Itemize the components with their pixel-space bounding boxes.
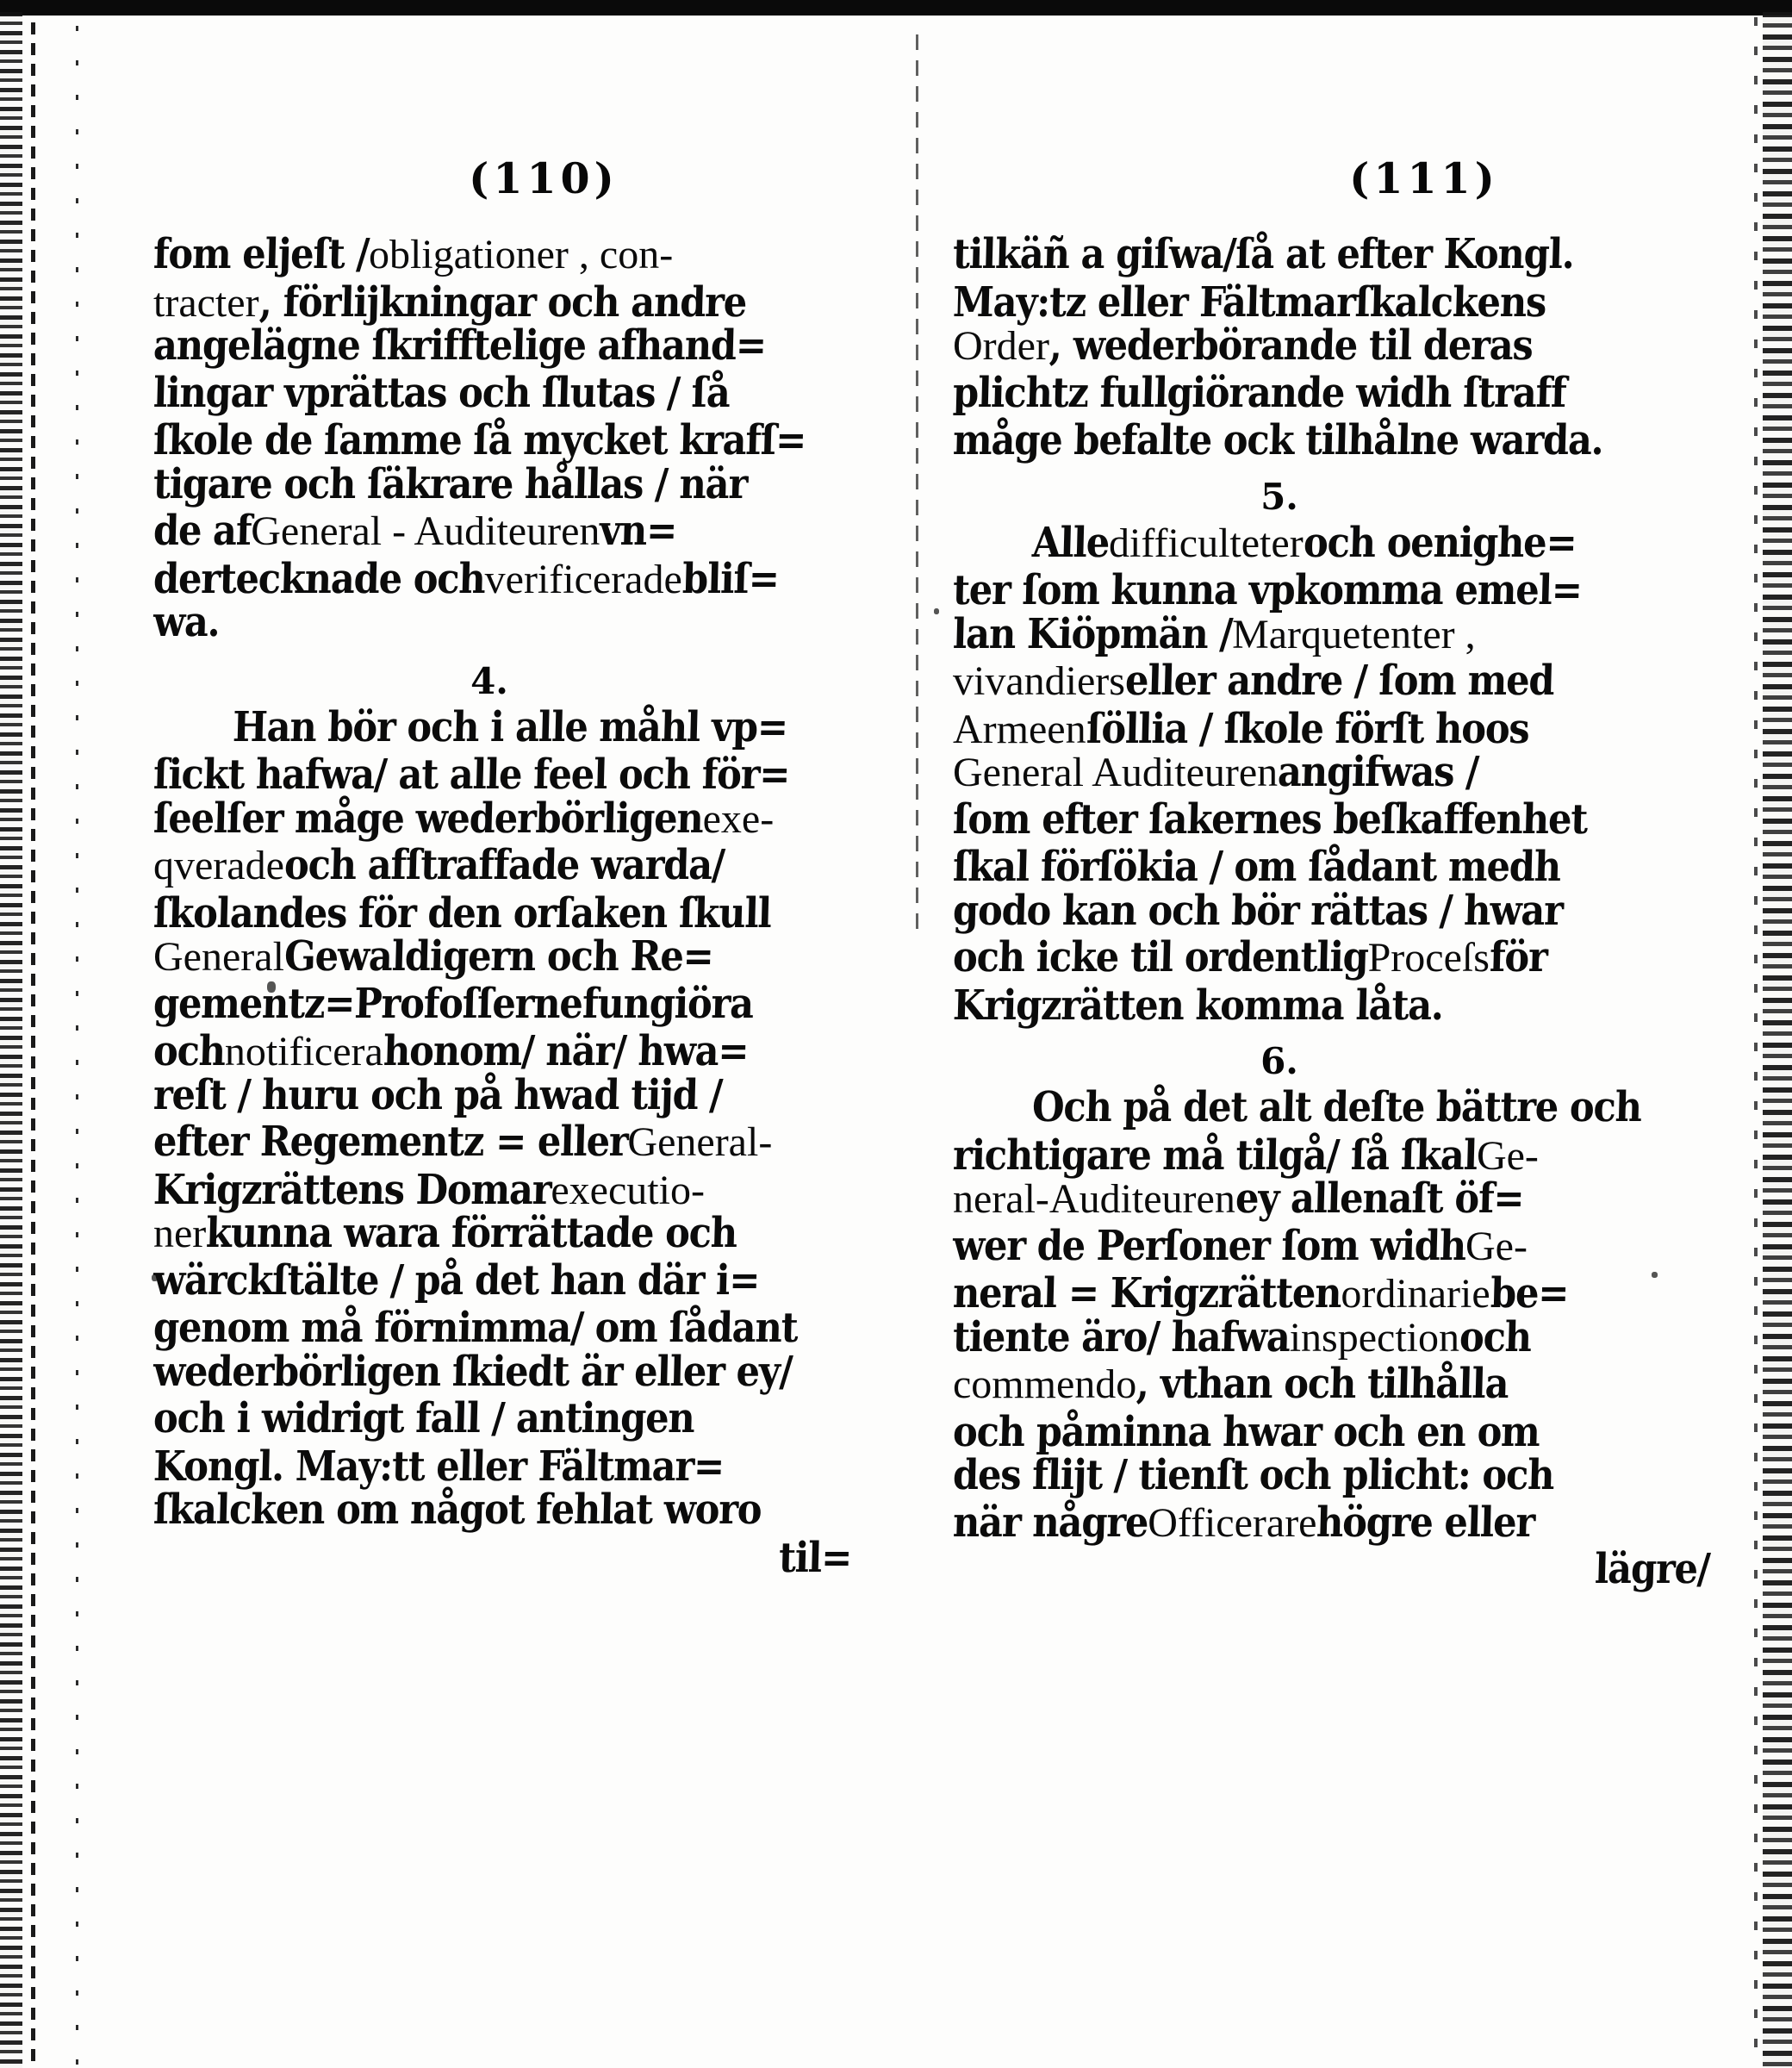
fraktur-word: reſt / huru och på hwad tijd / xyxy=(152,1070,723,1119)
roman-word: commendo xyxy=(953,1361,1137,1408)
fraktur-word: Krigzrätten komma låta. xyxy=(952,981,1444,1030)
text-line xyxy=(153,981,851,1028)
section-number: 6. xyxy=(1260,1040,1298,1083)
catchword xyxy=(153,1535,851,1582)
text-line xyxy=(953,983,1709,1030)
text-line xyxy=(953,1176,1709,1223)
text-line xyxy=(952,368,1709,417)
text-line xyxy=(953,658,1709,705)
section-number: 5. xyxy=(1260,475,1298,518)
roman-word: , xyxy=(568,232,600,277)
fraktur-word: Och på det alt deſte bättre och xyxy=(1031,1083,1642,1132)
fraktur-word: och xyxy=(1459,1312,1532,1361)
fraktur-word: och påminna hwar och en om xyxy=(952,1407,1540,1456)
text-line xyxy=(953,1500,1709,1547)
roman-word: executio- xyxy=(551,1167,705,1213)
text-line xyxy=(953,1133,1709,1180)
text-line xyxy=(952,1221,1709,1270)
roman-word: General - Auditeuren xyxy=(251,508,600,555)
right-page-body xyxy=(952,230,1710,1594)
text-line xyxy=(953,704,1709,753)
fraktur-word: när någre xyxy=(952,1498,1148,1547)
text-line xyxy=(153,1396,851,1442)
roman-word: ner xyxy=(153,1211,207,1257)
fraktur-word: ſöllia / ſkole förſt hoos xyxy=(1085,704,1529,753)
text-line xyxy=(953,520,1709,567)
roman-word: Order xyxy=(953,323,1049,370)
fraktur-word: de af xyxy=(152,507,252,556)
text-line xyxy=(952,277,1709,327)
fraktur-word: godo kan och bör rättas / hwar xyxy=(952,886,1564,935)
text-line xyxy=(153,1487,851,1534)
fraktur-word: , wederbörande til deras xyxy=(1048,321,1534,371)
roman-word: General xyxy=(153,934,284,981)
text-line xyxy=(953,568,1709,614)
roman-word: inspection xyxy=(1289,1314,1460,1361)
fraktur-word: måge befalte ock tilhålne warda. xyxy=(952,416,1604,465)
roman-word: con- xyxy=(599,232,674,277)
fraktur-word: vn= xyxy=(599,507,678,556)
text-line xyxy=(153,232,851,278)
text-line xyxy=(153,600,851,646)
text-line xyxy=(153,796,851,843)
fraktur-word: ſom efter ſakernes beſkaffenhet xyxy=(952,794,1588,844)
text-line xyxy=(153,934,851,981)
fraktur-word: tigare och ſäkrare hållas / när xyxy=(152,459,748,508)
folio-right: (111) xyxy=(1349,153,1499,203)
text-line xyxy=(153,1119,851,1166)
text-line xyxy=(153,702,851,751)
fraktur-word: , vthan och tilhålla xyxy=(1136,1360,1509,1409)
fraktur-word: richtigare må tilgå/ ſå ſkal xyxy=(952,1131,1478,1180)
text-line xyxy=(952,1312,1709,1361)
fraktur-word: neral = Krigzrätten xyxy=(952,1269,1342,1318)
fraktur-word: wer de Perſoner ſom widh xyxy=(952,1221,1466,1270)
fraktur-word: ſkole de ſamme ſå mycket krafſ= xyxy=(152,416,806,465)
text-line xyxy=(153,843,851,889)
roman-word: Proceſs xyxy=(1367,935,1490,981)
text-line xyxy=(153,277,851,327)
roman-word: ordinarie xyxy=(1341,1271,1490,1317)
roman-word: exe- xyxy=(702,795,775,842)
folio-left: (110) xyxy=(469,153,619,203)
fraktur-word: des flijt / tienſt och plicht: och xyxy=(952,1451,1555,1500)
fraktur-word: fom eljeſt / xyxy=(152,230,370,278)
fraktur-word: ſickt hafwa/ at alle feel och för= xyxy=(152,751,791,800)
text-line xyxy=(153,1444,851,1491)
roman-word: Ge- xyxy=(1476,1132,1539,1179)
fraktur-word: och oenighe= xyxy=(1302,518,1577,567)
fraktur-word: kunna wara förrättade och xyxy=(205,1209,738,1258)
text-line xyxy=(153,752,851,799)
fraktur-word: fungiöra xyxy=(582,979,754,1028)
fraktur-word: angifwas / xyxy=(1277,748,1479,797)
fraktur-word: be= xyxy=(1489,1269,1569,1318)
fraktur-word: efter Regementz = eller xyxy=(152,1118,629,1167)
fraktur-word: och xyxy=(152,1027,226,1076)
text-line xyxy=(953,844,1709,891)
roman-word: , xyxy=(1454,611,1476,657)
roman-word: neral-Auditeuren xyxy=(953,1176,1235,1223)
text-line xyxy=(152,459,851,508)
fraktur-word: ſkolandes för den orſaken ſkull xyxy=(152,888,772,937)
text-line xyxy=(953,1271,1709,1317)
fraktur-word: Alle xyxy=(1031,518,1110,567)
fraktur-word: och i widrigt fall / antingen xyxy=(152,1394,695,1443)
fraktur-word: och afſtraffade warda/ xyxy=(283,841,725,890)
text-line xyxy=(153,1349,851,1396)
fraktur-word: tiente äro/ hafwa xyxy=(952,1312,1291,1361)
fraktur-word: lingar vprättas och ſlutas / ſå xyxy=(152,368,731,417)
fraktur-word: ſkal förſökia / om ſådant medh xyxy=(952,843,1561,892)
text-line xyxy=(152,1165,851,1214)
text-line xyxy=(153,1211,851,1257)
roman-word: General Auditeuren xyxy=(953,750,1279,796)
roman-word: obligationer xyxy=(368,232,569,277)
text-line xyxy=(953,1453,1709,1499)
fraktur-word: för xyxy=(1489,933,1548,982)
text-line xyxy=(152,1255,851,1305)
fraktur-word: Krigzrättens Domar xyxy=(152,1165,552,1214)
roman-word: General- xyxy=(627,1119,773,1166)
fraktur-word: gementz=Profoſſerne xyxy=(152,979,583,1028)
text-line xyxy=(152,554,851,603)
text-line xyxy=(152,1070,851,1119)
fraktur-word: eller andre / ſom med xyxy=(1124,657,1555,706)
text-line xyxy=(953,1361,1709,1408)
text-line xyxy=(953,232,1709,278)
text-line xyxy=(952,794,1709,844)
text-line xyxy=(953,888,1709,935)
fraktur-word: wederbörligen ſkiedt är eller ey/ xyxy=(152,1347,793,1396)
roman-word: Armeen xyxy=(953,706,1086,752)
text-line xyxy=(153,508,851,555)
text-line xyxy=(152,888,851,937)
roman-word: difficulteter xyxy=(1109,520,1304,566)
fraktur-word: högre eller xyxy=(1316,1498,1536,1547)
fraktur-word: May:tz eller Fältmarſkalckens xyxy=(952,277,1546,327)
text-line xyxy=(153,323,851,370)
text-line xyxy=(952,609,1709,658)
fraktur-word: ſkalcken om något fehlat woro xyxy=(152,1486,762,1535)
roman-word: Officerare xyxy=(1148,1499,1317,1546)
fraktur-word: plichtz fullgiörande widh ſtraff xyxy=(952,368,1567,417)
fraktur-word: wärckſtälte / på det han där i= xyxy=(152,1255,761,1305)
section-number: 4. xyxy=(470,659,508,702)
roman-word: Ge- xyxy=(1465,1223,1528,1269)
fraktur-word: dertecknade och xyxy=(152,554,486,603)
roman-word: vivandiers xyxy=(953,658,1125,705)
text-line xyxy=(953,418,1709,464)
fraktur-word: Kongl. May:tt eller Fältmar= xyxy=(152,1442,725,1491)
text-line xyxy=(953,1085,1709,1131)
roman-word: notificera xyxy=(224,1029,383,1075)
fraktur-word: lan Kiöpmän / xyxy=(952,609,1233,658)
text-line xyxy=(153,418,851,464)
roman-word: tracter xyxy=(153,279,259,326)
roman-word: Marquetenter xyxy=(1232,611,1455,657)
fraktur-word: , förlijkningar och andre xyxy=(258,277,747,327)
fraktur-word: Han bör och i alle måhl vp= xyxy=(232,702,788,751)
fraktur-word: honom/ när/ hwa= xyxy=(383,1027,749,1076)
fraktur-word: Gewaldigern och Re= xyxy=(283,932,714,981)
fraktur-word: wa. xyxy=(152,598,221,647)
text-line xyxy=(152,368,851,417)
text-line xyxy=(953,935,1709,981)
fraktur-word: bliſ= xyxy=(681,554,780,603)
catchword-text: til= xyxy=(778,1533,852,1582)
roman-word: verificerade xyxy=(484,556,682,602)
fraktur-word: ter ſom kunna vpkomma emel= xyxy=(952,566,1583,615)
catchword-text: lägre/ xyxy=(1593,1545,1710,1594)
left-page-body xyxy=(152,230,852,1582)
right-page xyxy=(913,0,1792,2068)
fraktur-word: angelägne ſkrifftelige afhand= xyxy=(152,321,767,371)
fraktur-word: och icke til ordentlig xyxy=(952,933,1369,982)
text-line xyxy=(153,1305,851,1352)
text-line xyxy=(953,750,1709,796)
fraktur-word: ey allenaſt öf= xyxy=(1235,1174,1524,1224)
fraktur-word: ſeelſer måge wederbörligen xyxy=(152,794,704,843)
fraktur-word: genom må förnimma/ om ſådant xyxy=(152,1304,799,1353)
roman-word: qverade xyxy=(153,843,284,889)
catchword xyxy=(953,1547,1709,1593)
text-line xyxy=(153,1029,851,1075)
fraktur-word: tilkäñ a giſwa/ſå at efter Kongl. xyxy=(952,230,1575,278)
text-line xyxy=(952,1407,1709,1456)
text-line xyxy=(953,323,1709,370)
